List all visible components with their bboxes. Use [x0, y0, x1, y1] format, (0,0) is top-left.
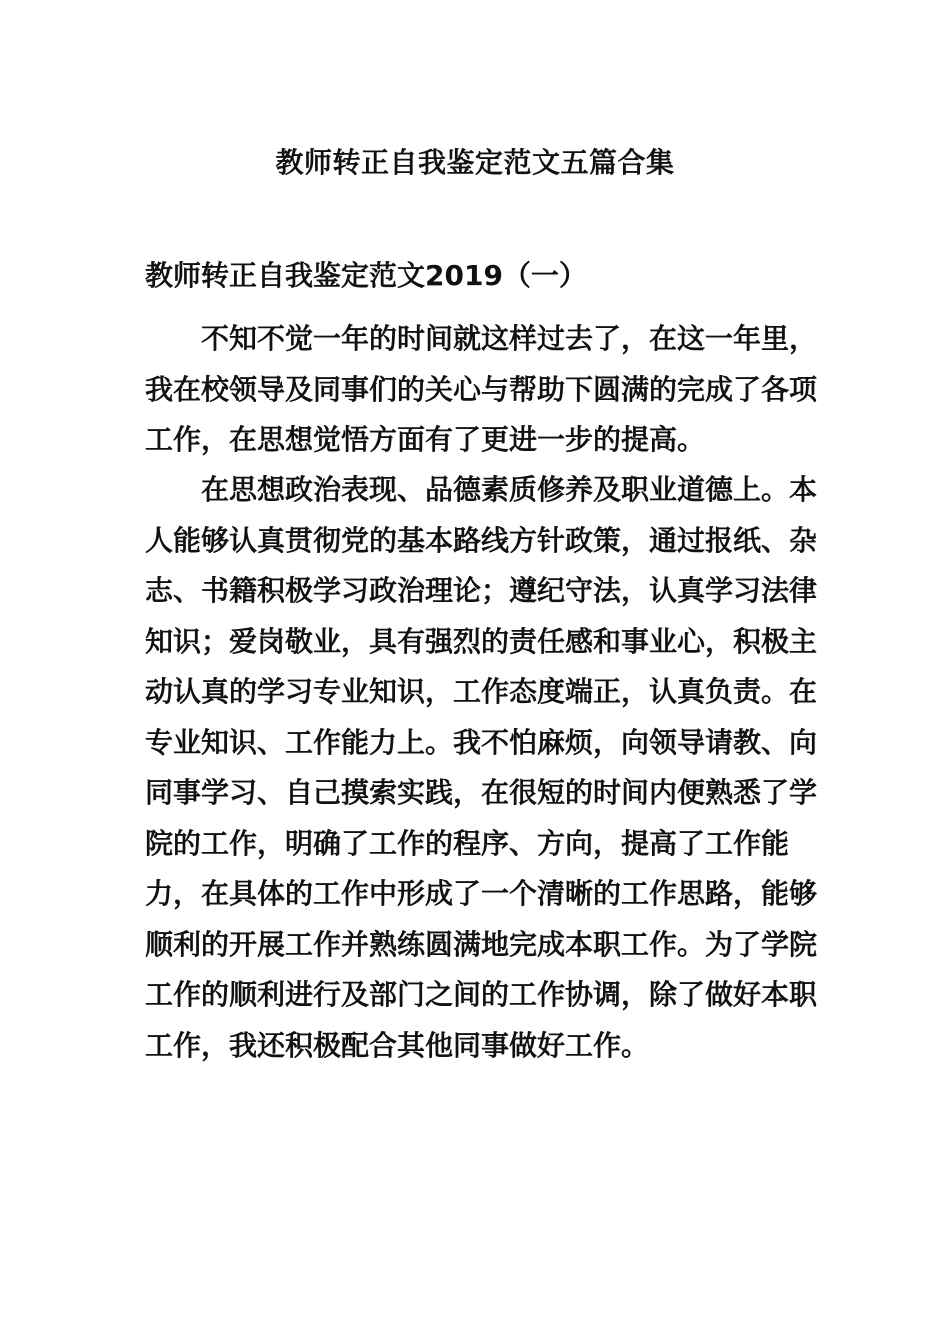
paragraph-2: 在思想政治表现、品德素质修养及职业道德上。本人能够认真贯彻党的基本路线方针政策，通过报纸、杂志、书籍积极学习政治理论；遵纪守法，认真学习法律知识；爱岗敬业，具有强烈的责任感和事业心，积极主动认真的学习专业知识，工作态度端正，认真负责。在专业知识、工作能力上。我不怕麻烦，向领导请教、向同事学习、自己摸索实践，在很短的时间内便熟悉了学院的工作，明确了工作的程序、方向，提高了工作能力，在具体的工作中形成了一个清晰的工作思路，能够顺利的开展工作并熟练圆满地完成本职工作。为了学院工作的顺利进行及部门之间的工作协调，除了做好本职工作，我还积极配合其他同事做好工作。: [145, 473, 818, 1062]
paragraph-1: 不知不觉一年的时间就这样过去了，在这一年里，我在校领导及同事们的关心与帮助下圆满的完成了各项工作，在思想觉悟方面有了更进一步的提高。: [145, 322, 818, 456]
document-title: 教师转正自我鉴定范文五篇合集: [275, 146, 675, 179]
section-heading: 教师转正自我鉴定范文2019（一）: [145, 259, 587, 292]
